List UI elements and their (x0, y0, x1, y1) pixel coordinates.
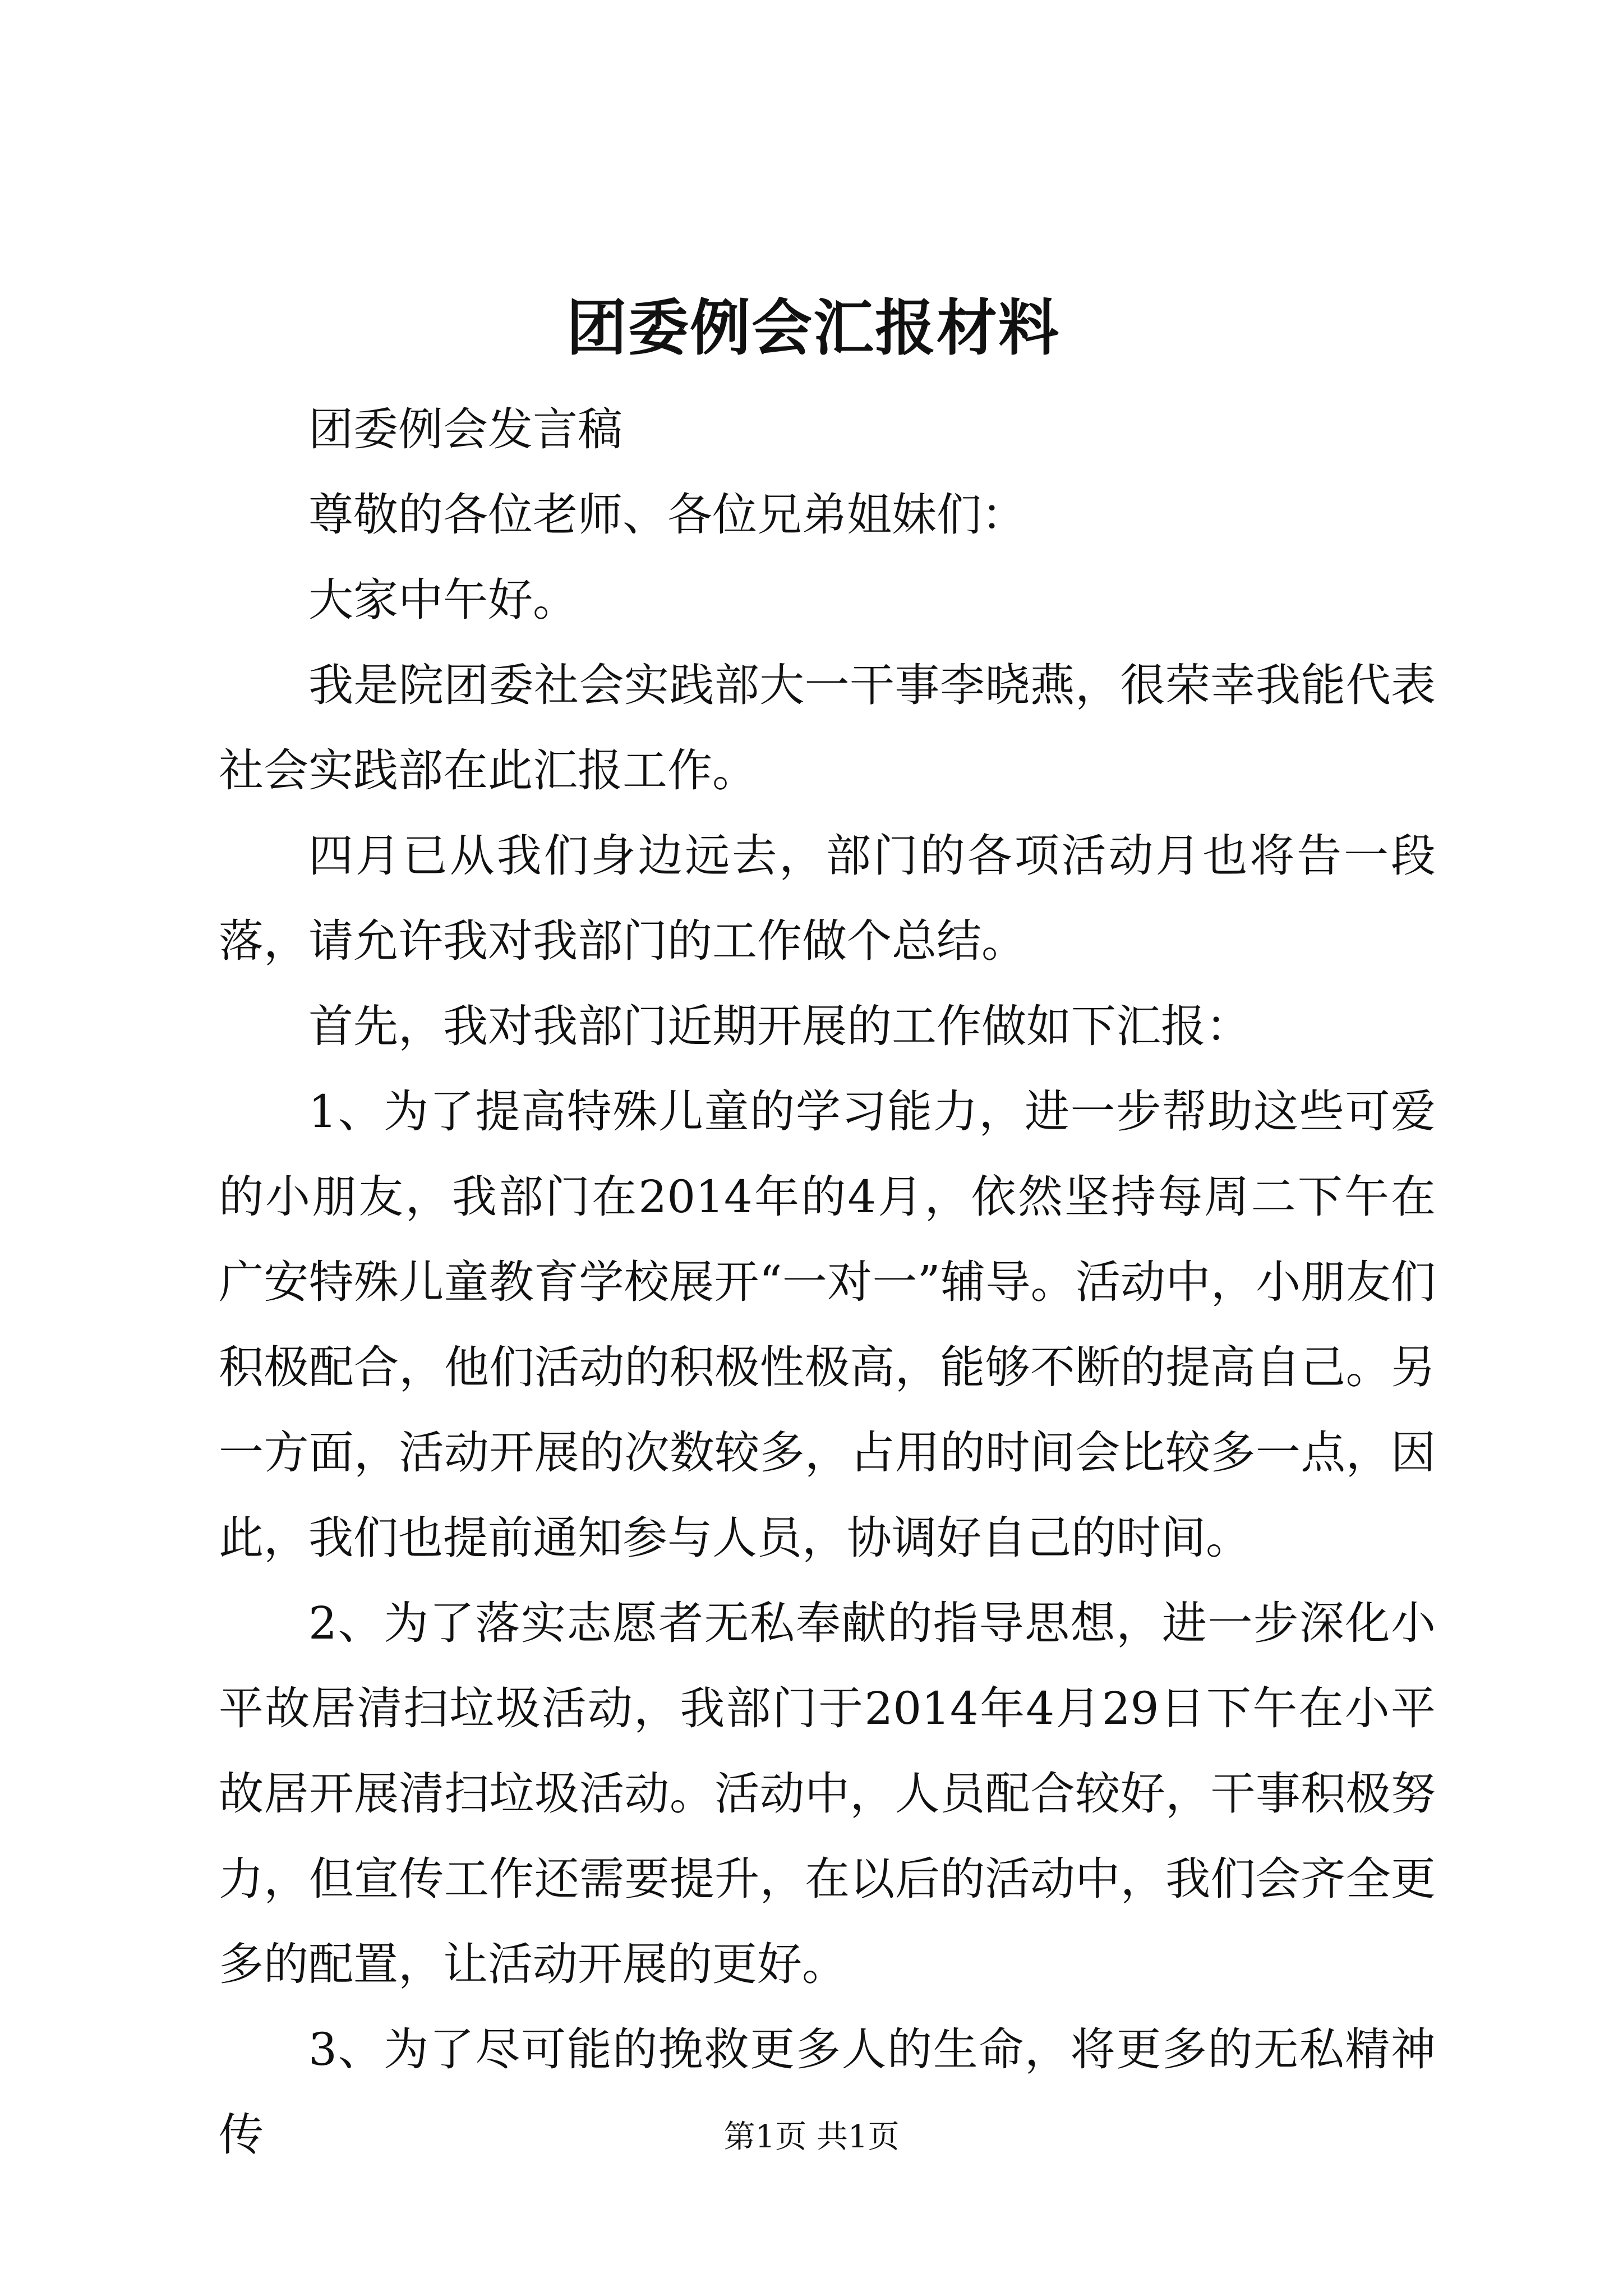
document-body (219, 387, 1436, 2178)
paragraph-summary-intro: 四月已从我们身边远去，部门的各项活动月也将告一段落，请允许我对我部门的工作做个总结。 (219, 830, 1436, 967)
paragraph-report-lead: 首先，我对我部门近期开展的工作做如下汇报： (308, 1000, 1251, 1052)
paragraph-heading: 团委例会发言稿 (308, 403, 623, 455)
paragraph-salutation: 尊敬的各位老师、各位兄弟姐妹们： (308, 489, 1026, 541)
paragraph-introduction: 我是院团委社会实践部大一干事李晓燕，很荣幸我能代表社会实践部在此汇报工作。 (219, 659, 1436, 797)
document-title: 团委例会汇报材料 (566, 293, 1060, 364)
paragraph-item-1: 1、为了提高特殊儿童的学习能力，进一步帮助这些可爱的小朋友，我部门在2014年的4月，依然坚持每周二下午在广安特殊儿童教育学校展开“一对一”辅导。活动中，小朋友们积极配合，他们活动的积极性极高，能够不断的提高自己。另一方面，活动开展的次数较多，占用的时间会比较多一点，因此，我们也提前通知参与人员，协调好自己的时间。 (219, 1085, 1436, 1564)
paragraph-greeting: 大家中午好。 (308, 574, 578, 626)
paragraph-item-2: 2、为了落实志愿者无私奉献的指导思想，进一步深化小平故居清扫垃圾活动，我部门于2014年4月29日下午在小平故居开展清扫垃圾活动。活动中，人员配合较好，干事积极努力，但宣传工作还需要提升，在以后的活动中，我们会齐全更多的配置，让活动开展的更好。 (219, 1597, 1436, 1990)
paragraph-item-3: 3、为了尽可能的挽救更多人的生命，将更多的无私精神传 (219, 2023, 1436, 2161)
page-footer: 第1页 共1页 (723, 2119, 900, 2155)
